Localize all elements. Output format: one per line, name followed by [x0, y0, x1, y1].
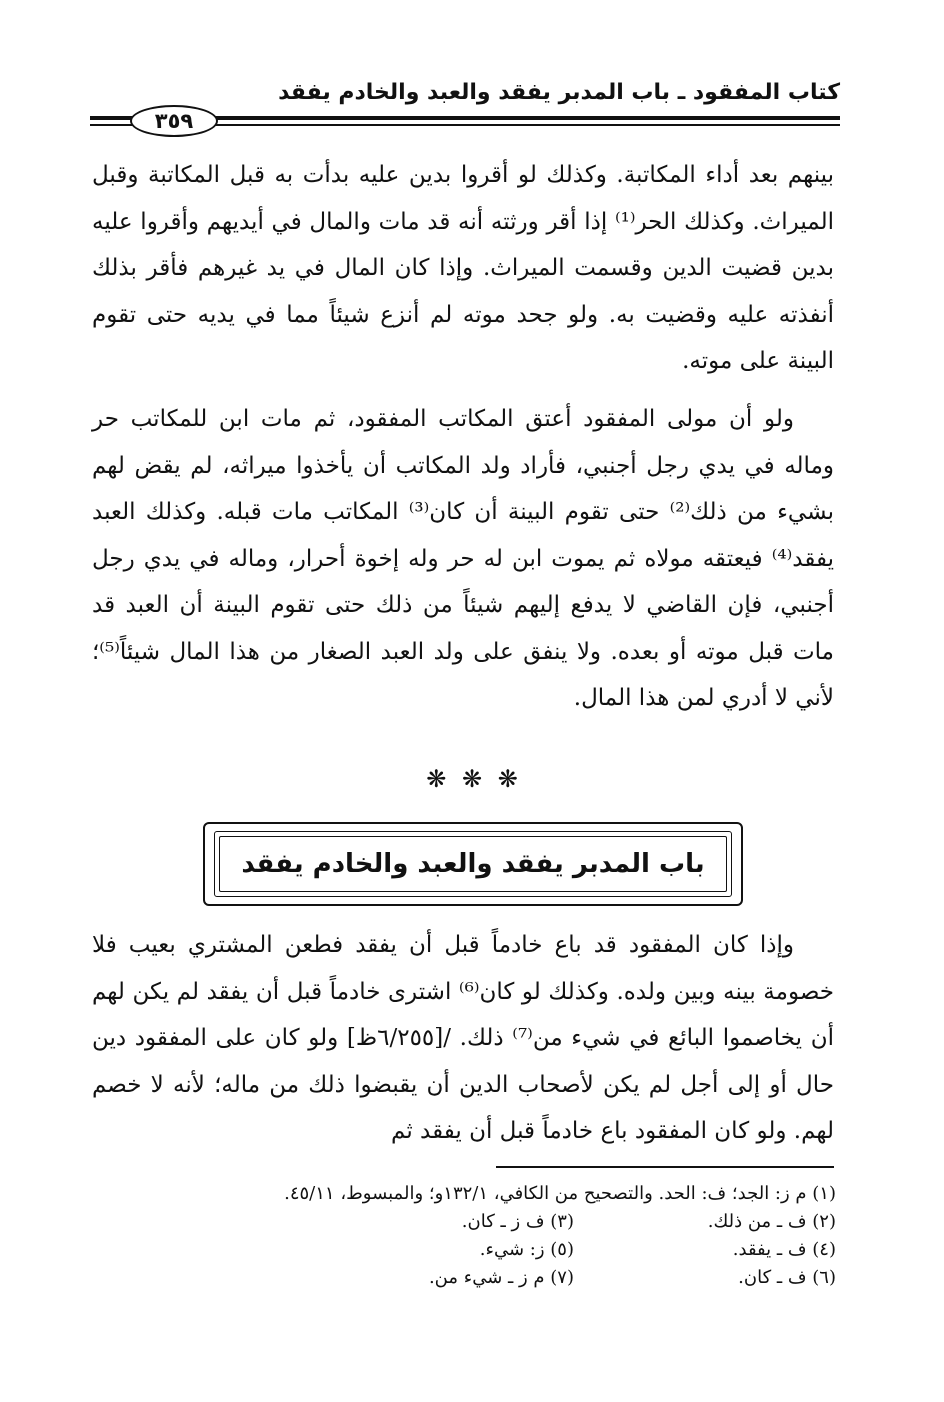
star-ornament-icon: ❋ — [461, 765, 483, 793]
frame-inner-border — [214, 831, 732, 897]
footnote: (٧) م ز ـ شيء من. — [428, 1267, 574, 1288]
footnote: (٤) ف ـ يفقد. — [732, 1239, 836, 1260]
paragraph: ولو أن مولى المفقود أعتق المكاتب المفقود، ثم مات ابن للمكاتب حر وماله في يدي رجل أجنبي، فأراد ولد المكاتب أن يأخذوا ميراثه، لم يقض لهم بشيء من ذلك⁽²⁾ حتى تقوم البينة أن كان⁽³⁾ المكاتب مات قبله. وكذلك العبد يفقد⁽⁴⁾ فيعتقه مولاه ثم يموت ابن له حر وله إخوة أحرار، وماله في يدي رجل أجنبي، فإن القاضي لا يدفع إليهم شيئاً من ذلك حتى تقوم البينة أن العبد قد مات قبل موته أو بعده. ولا ينفق على ولد العبد الصغار من هذا المال شيئاً⁽⁵⁾؛ لأني لا أدري لمن هذا المال. — [92, 406, 834, 711]
page-number-badge — [130, 105, 218, 137]
footnote: (١) م ز: الجد؛ ف: الحد. والتصحيح من الكافي، ١٣٢/١و؛ والمبسوط، ٤٥/١١. — [284, 1183, 836, 1204]
paragraph: بينهم بعد أداء المكاتبة. وكذلك لو أقروا بدين عليه بدأت به قبل المكاتبة وقبل الميراث. وكذلك الحر⁽¹⁾ إذا أقر ورثته أنه قد مات والمال في أيديهم وأقروا عليه بدين قضيت الدين وقسمت الميراث. وإذا كان المال في يد غيرهم فأقر بذلك أنفذته عليه وقضيت به. ولو جحد موته لم أنزع شيئاً مما في يديه حتى تقوم البينة على موته. — [92, 162, 835, 374]
footnotes — [116, 1180, 836, 1292]
section-separator — [0, 765, 944, 793]
page-header — [90, 72, 840, 142]
footnote-row — [116, 1236, 836, 1264]
star-ornament-icon: ❋ — [497, 765, 518, 793]
text-block-top — [92, 152, 834, 385]
page-number: ٣٥٩ — [154, 109, 194, 133]
footnote-row — [116, 1264, 836, 1292]
footnote-divider — [496, 1166, 834, 1168]
paragraph: وإذا كان المفقود قد باع خادماً قبل أن يفقد فطعن المشتري بعيب فلا خصومة بينه وبين ولده. وكذلك لو كان⁽⁶⁾ اشترى خادماً قبل أن يفقد لم يكن لهم أن يخاصموا البائع في شيء من⁽⁷⁾ ذلك. /[٦/٢٥٥ظ] ولو كان على المفقود دين حال أو إلى أجل لم يكن لأصحاب الدين أن يقبضوا ذلك من ماله؛ لأنه لا خصم لهم. ولو كان المفقود باع خادماً قبل أن يفقد ثم — [92, 932, 834, 1144]
footnote: (٥) ز: شيء. — [479, 1239, 574, 1260]
footnote-row — [116, 1208, 836, 1236]
frame-innermost-border — [219, 836, 727, 892]
section-title: باب المدبر يفقد والعبد والخادم يفقد — [241, 849, 705, 879]
text-block-middle — [92, 396, 834, 722]
footnote: (٦) ف ـ كان. — [738, 1267, 836, 1288]
running-title: كتاب المفقود ـ باب المدبر يفقد والعبد والخادم يفقد — [278, 80, 840, 105]
star-ornament-icon: ❋ — [426, 765, 447, 793]
footnote: (٣) ف ز ـ كان. — [461, 1211, 574, 1232]
text-block-bottom — [92, 922, 834, 1155]
footnote: (٢) ف ـ من ذلك. — [707, 1211, 836, 1232]
section-heading-frame — [203, 822, 743, 906]
footnote-row — [116, 1180, 836, 1208]
